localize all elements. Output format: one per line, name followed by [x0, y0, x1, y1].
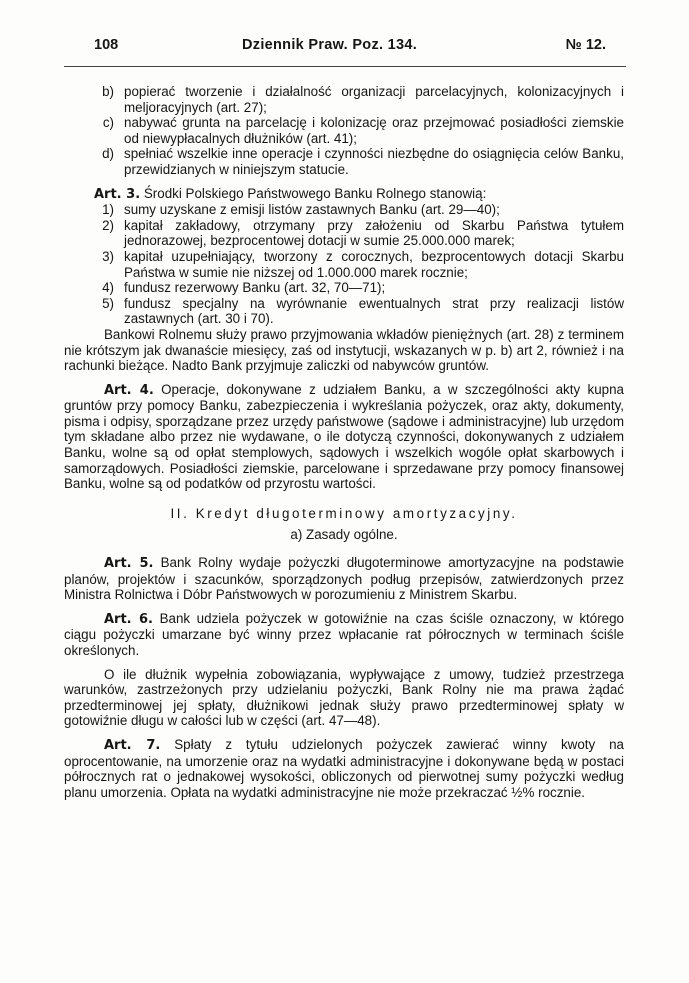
list-label: b) [102, 84, 114, 99]
art3-closing: Bankowi Rolnemu służy prawo przyjmowania wkładów pieniężnych (art. 28) z terminem nie krótszym jak dwanaście miesięcy, zaś od instytucji, wskazanych w p. b) art 2, również i na rachunki bieżące. Nadto Bank przyjmuje zaliczki od nabywców gruntów. [64, 326, 624, 374]
list-label: d) [102, 146, 114, 162]
art4-paragraph [64, 382, 624, 492]
journal-title: Dziennik Praw. Poz. 134. [242, 37, 418, 53]
list-label: 2) [102, 217, 114, 233]
art6-paragraph-2: O ile dłużnik wypełnia zobowiązania, wypływające z umowy, tudzież przestrzega warunków, zastrzeżonych przy udzielaniu pożyczki, Bank Rolny nie ma prawa żądać przedterminowej jej spłaty, dłużnikowi jednak służy prawo przedterminowej spłaty w gotowiźnie długu w całości lub w części (art. 47—48). [64, 666, 624, 729]
list-text: kapitał uzupełniający, tworzony z corocznych, bezprocentowych dotacji Skarbu Państwa w sumie nie niższej od 1.000.000 marek rocznie; [124, 248, 624, 280]
article-text: Środki Polskiego Państwowego Banku Rolnego stanowią: [143, 185, 487, 201]
list-label: 3) [102, 248, 114, 264]
list-text: fundusz rezerwowy Banku (art. 32, 70—71); [124, 280, 386, 296]
article-label: Art. 6. [104, 611, 153, 627]
list-text: fundusz specjalny na wyrównanie ewentualnych strat przy realizacji listów zastawnych (art. 30 i 70). [124, 295, 624, 327]
art3-item-5 [64, 296, 624, 327]
section-subtitle: a) Zasady ogólne. [290, 527, 398, 543]
list-text: sumy uzyskane z emisji listów zastawnych Banku (art. 29—40); [124, 202, 500, 218]
article-text: Bank Rolny wydaje pożyczki długoterminowe amortyzacyjne na podstawie planów, projektów i szacunków, sporządzonych podług przepisów, zatwierdzonych przez Ministra Rolnictwa i Dóbr Państwowych w porozumieniu z Ministrem Skarbu. [64, 555, 624, 603]
art3-item-1 [64, 202, 624, 218]
list-label: 5) [102, 295, 114, 311]
article-text: Bank udziela pożyczek w gotowiźnie na czas ściśle oznaczony, w którego ciągu pożyczki umarzane być winny przez wpłacanie rat półrocznych w terminach ściśle określonych. [64, 610, 624, 658]
issue-number: № 12. [565, 37, 606, 53]
art5-paragraph [64, 555, 624, 603]
article-label: Art. 7. [104, 737, 161, 753]
article-label: Art. 4. [104, 382, 154, 398]
page-header [64, 38, 630, 58]
art3-heading [64, 186, 624, 203]
list-text: spełniać wszelkie inne operacje i czynności niezbędne do osiągnięcia celów Banku, przewidzianych w niniejszym statucie. [124, 146, 624, 177]
list-label: c) [102, 115, 114, 131]
article-label: Art. 5. [104, 556, 154, 572]
article-label: Art. 3. [94, 186, 141, 202]
list-text: nabywać grunta na parcelację i kolonizację oraz przejmować posiadłości ziemskie od niewypłacalnych dłużników (art. 41); [124, 115, 624, 146]
list-item-d [64, 146, 624, 177]
header-rule [64, 66, 626, 67]
list-label: 1) [102, 202, 114, 218]
list-text: kapitał zakładowy, otrzymany przy założeniu od Skarbu Państwa tytułem jednorazowej, bezprocentowej dotacji w sumie 25.000.000 marek; [124, 217, 624, 249]
article-text: Spłaty z tytułu udzielonych pożyczek zawierać winny kwoty na oprocentowanie, na umorzenie oraz na wydatki administracyjne i dokonywane będą w postaci półrocznych rat o jednakowej wysokości, obliczonych od pierwotnej sumy pożyczki według planu umorzenia. Opłata na wydatki administracyjne nie może przekraczać ½% rocznie. [64, 736, 624, 800]
art6-paragraph [64, 611, 624, 659]
section-title: II. Kredyt długoterminowy amortyzacyjny. [170, 505, 518, 521]
list-label: 4) [102, 280, 114, 296]
list-text: popierać tworzenie i działalność organizacji parcelacyjnych, kolonizacyjnych i meljoracyjnych (art. 27); [124, 84, 624, 115]
list-item-b [64, 84, 624, 115]
art7-paragraph [64, 737, 624, 800]
list-item-c [64, 115, 624, 146]
art3-item-2 [64, 218, 624, 249]
art3-item-3 [64, 249, 624, 280]
art3-item-4 [64, 280, 624, 296]
page-number: 108 [94, 37, 119, 53]
document-body [64, 84, 624, 800]
article-text: Operacje, dokonywane z udziałem Banku, a w szczególności akty kupna gruntów przy pomocy Banku, zabezpieczenia i wykreślania pożyczek, oraz akty, dokumenty, pisma i odpisy, sporządzane przez urzędy państwowe (sądowe i administracyjne) lub urzędom tym składane albo przez nie wydawane, o ile dotyczą czynności, dokonywanych z udziałem Banku, wolne są od opłat stemplowych, sądowych i wszelkich wogóle opłat skarbowych i samorządowych. Posiadłości ziemskie, parcelowane i sprzedawane przy pomocy finansowej Banku, wolne są od podatków od przyrostu wartości. [64, 381, 624, 492]
